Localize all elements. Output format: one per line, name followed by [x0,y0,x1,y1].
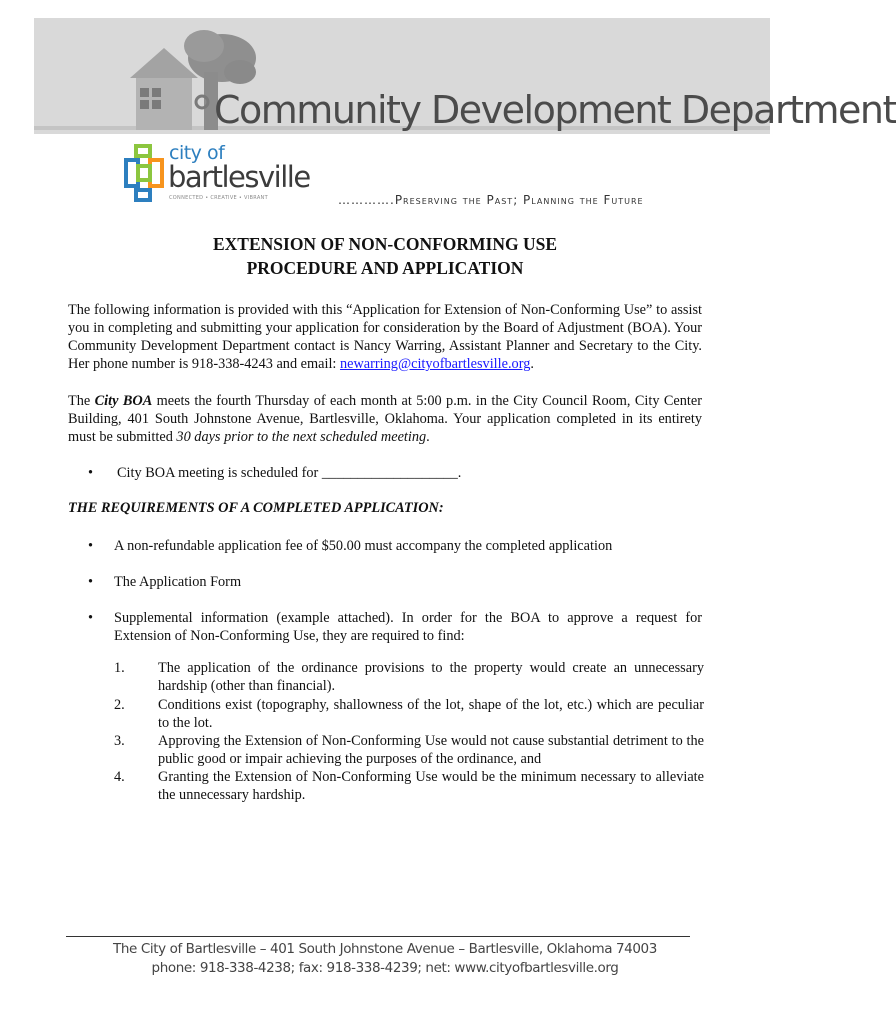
title-line-1: EXTENSION OF NON-CONFORMING USE [212,234,558,254]
intro-end: . [530,356,534,372]
finding-number: 3. [114,733,125,749]
logo-name-text: bartlesville [168,160,310,194]
contact-email-link[interactable]: newarring@cityofbartlesville.org [339,356,531,372]
finding-number: 4. [114,769,125,785]
intro-text: The following information is provided with this “Application for Extension of Non-Conforming Use” to assist you in completing and submitting your application for consideration by the Board of Adjustment (BOA). Your Community Development Department contact is Nancy Warring, Assistant Planner and Secretary to the City. Her phone number is 918-338-4243 and email: [68,302,702,372]
bullet-icon: • [88,465,94,481]
city-logo-icon [122,142,166,204]
requirement-text: A non-refundable application fee of $50.00 must accompany the completed application [114,538,613,554]
schedule-text: City BOA meeting is scheduled for ___________________. [117,465,462,481]
footer-divider [66,936,690,937]
meeting-deadline: 30 days prior to the next scheduled meeting [176,429,427,445]
intro-paragraph [68,301,702,373]
finding-number: 1. [114,660,125,676]
meeting-body-name: City BOA [94,393,153,409]
finding-text: Conditions exist (topography, shallowness of the lot, shape of the lot, etc.) which are peculiar to the lot. [158,697,704,731]
requirements-heading: THE REQUIREMENTS OF A COMPLETED APPLICATION: [68,500,444,516]
meeting-paragraph [68,392,702,446]
requirement-text: The Application Form [114,574,242,590]
meeting-end: . [426,429,430,445]
title-line-2: PROCEDURE AND APPLICATION [246,258,524,278]
motto: ………….Preserving the Past; Planning the Future [338,193,644,207]
footer-address: The City of Bartlesville – 401 South Johnstone Avenue – Bartlesville, Oklahoma 74003 [113,941,657,957]
meeting-text: meets the fourth Thursday of each month at 5:00 p.m. in the City Council Room, City Center Building, 401 South Johnstone Avenue, Bartlesville, Oklahoma. Your application completed in its entirety must be submitted [68,393,702,445]
finding-number: 2. [114,697,125,713]
finding-text: Approving the Extension of Non-Conforming Use would not cause substantial detriment to the public good or impair achieving the purposes of the ordinance, and [158,733,704,767]
document-title [0,232,770,280]
logo-tagline: CONNECTED • CREATIVE • VIBRANT [169,195,268,201]
requirement-text: Supplemental information (example attached). In order for the BOA to approve a request for Extension of Non-Conforming Use, they are required to find: [114,610,702,644]
finding-text: Granting the Extension of Non-Conforming Use would be the minimum necessary to alleviate the unnecessary hardship. [158,769,704,803]
finding-text: The application of the ordinance provisions to the property would create an unnecessary hardship (other than financial). [158,660,704,694]
meeting-pre: The [68,393,95,409]
department-title: Community Development Department [214,88,896,132]
footer-contact: phone: 918-338-4238; fax: 918-338-4239; net: www.cityofbartlesville.org [151,960,619,976]
bullet-icon: • [88,574,94,590]
bullet-icon: • [88,610,94,626]
logo-city-text: city of [169,142,225,164]
bullet-icon: • [88,538,94,554]
